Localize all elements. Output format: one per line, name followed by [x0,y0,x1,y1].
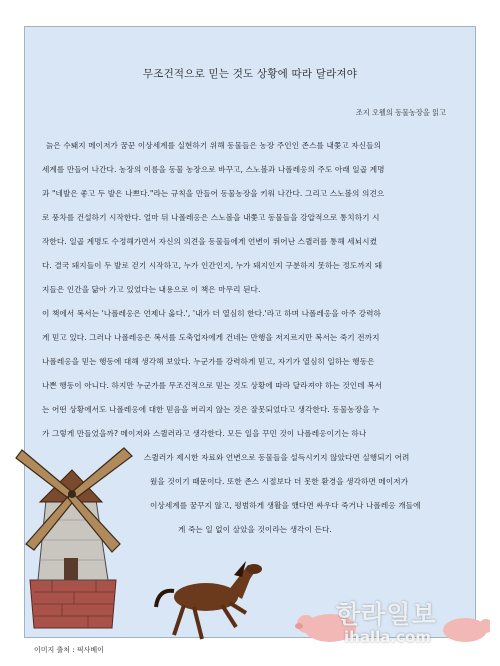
body-line: 가 그렇게 만들었을까? 메이저와 스퀼러라고 생각한다. 모든 일을 꾸민 것이 나폴레옹이기는 하나 [42,429,367,438]
watermark-url: ihalla.com [344,628,431,646]
windmill-door [64,558,78,580]
body-line: 로 풍차를 건설하기 시작한다. 얼마 뒤 나폴레옹은 스노볼을 내쫓고 동물들을 강압적으로 통치하기 시 [42,213,380,222]
body-line: 이 책에서 복서는 '나폴레옹은 언제나 옳다.', '내가 더 열심히 한다.'라고 하며 나폴레옹을 아주 강력하 [42,309,381,318]
body-line: 나폴레옹을 믿는 행동에 대해 생각해 보았다. 누군가를 강력하게 믿고, 자기가 열심히 일하는 행동은 [42,357,375,366]
essay-subtitle: 조지 오웰의 동물농장을 읽고 [355,108,446,117]
body-line: 지들은 인간을 닮아 가고 있었다는 내용으로 이 책은 마무리 된다. [42,285,261,294]
body-line: 웠을 것이기 때문이다. 또한 존스 시절보다 더 못한 환경을 생각하면 메이저가 [150,477,409,486]
watermark-logo-text: 한라일보 [336,600,437,629]
horse-illustration [150,555,270,650]
body-line: 나쁜 행동이 아니다. 하지만 누군가를 무조건적으로 믿는 것도 상황에 따라 달라져야 하는 것인데 복서 [42,381,383,390]
body-line: 과 "네발은 좋고 두 발은 나쁘다."라는 규칙을 만들어 동물농장을 키워 나간다. 그리고 스노볼의 의견으 [42,189,385,198]
essay-title: 무조건적으로 믿는 것도 상황에 따라 달라져야 [142,68,358,80]
body-line: 늙은 수퇘지 메이저가 꿈꾼 이상세계를 실현하기 위해 동물들은 농장 주인인 존스를 내쫓고 자신들의 [46,141,382,150]
windmill-illustration [12,440,152,640]
body-line: 이상세계를 꿈꾸지 않고, 평범하게 생활을 했다면 싸우다 죽거나 나폴레옹 개들에 [150,501,421,510]
body-line: 게 믿고 있다. 그러나 나폴레옹은 복서를 도축업자에게 건네는 만행을 저지르지만 복서는 죽기 전까지 [42,333,380,342]
body-line: 다. 결국 돼지들이 두 발로 걷기 시작하고, 누가 인간인지, 누가 돼지인지 구분하지 못하는 정도까지 돼 [42,261,383,270]
body-line: 세계를 만들어 나간다. 농장의 이름을 동물 농장으로 바꾸고, 스노볼과 나폴레옹의 주도 아래 일곱 계명 [42,165,385,174]
body-line: 게 죽는 일 없이 살았을 것이라는 생각이 든다. [178,525,332,534]
image-credit: 이미지 출처 : 픽사베이 [34,646,104,654]
body-line: 는 어떤 상황에서도 나폴레옹에 대한 믿음을 버리지 않는 것은 잘못되었다고 생각한다. 동물농장을 누 [42,405,380,414]
body-line: 스퀼러가 제시한 자료와 언변으로 동물들을 설득시키지 않았다면 실행되기 어려 [144,453,410,462]
body-line: 작한다. 일곱 계명도 수정해가면서 자신의 의견을 동물들에게 언변이 뛰어난 스퀼러를 통해 세뇌시켰 [42,237,378,246]
